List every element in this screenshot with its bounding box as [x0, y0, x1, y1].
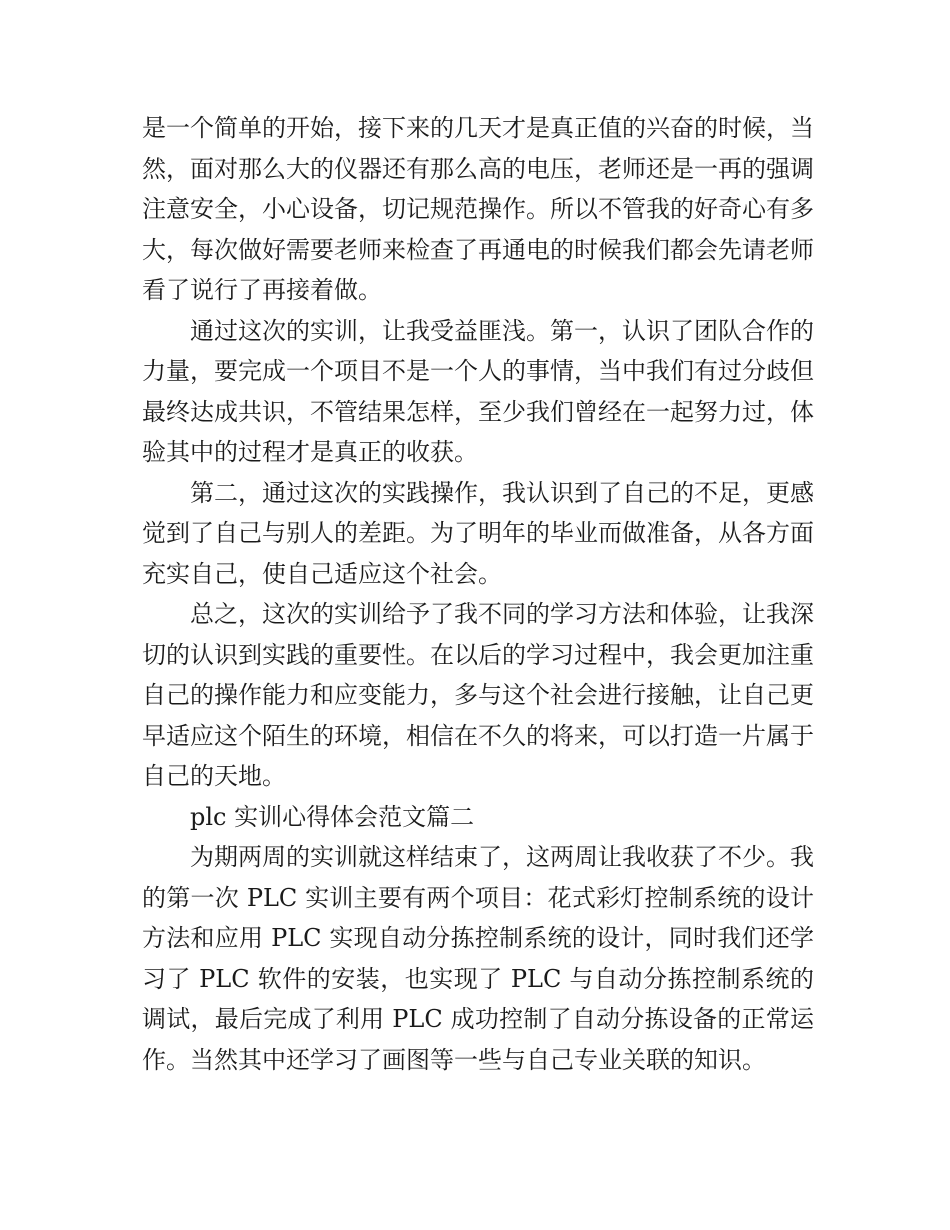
paragraph-team-cooperation: 通过这次的实训，让我受益匪浅。第一，认识了团队合作的力量，要完成一个项目不是一个人的事情，当中我们有过分歧但最终达成共识，不管结果怎样，至少我们曾经在一起努力过，体验其中的过程才是真正的收获。	[142, 316, 814, 466]
document-body	[142, 108, 814, 1080]
paragraph-conclusion: 总之，这次的实训给予了我不同的学习方法和体验，让我深切的认识到实践的重要性。在以后的学习过程中，我会更加注重自己的操作能力和应变能力，多与这个社会进行接触，让自己更早适应这个陌生的环境，相信在不久的将来，可以打造一片属于自己的天地。	[142, 600, 814, 790]
section-heading: plc 实训心得体会范文篇二	[190, 802, 475, 831]
paragraph-continuation: 是一个简单的开始，接下来的几天才是真正值的兴奋的时候，当然，面对那么大的仪器还有那么高的电压，老师还是一再的强调注意安全，小心设备，切记规范操作。所以不管我的好奇心有多大，每次做好需要老师来检查了再通电的时候我们都会先请老师看了说行了再接着做。	[142, 114, 814, 304]
paragraph-plc-training: 为期两周的实训就这样结束了，这两周让我收获了不少。我的第一次 PLC 实训主要有两个项目：花式彩灯控制系统的设计方法和应用 PLC 实现自动分拣控制系统的设计，同时我们还学习了 PLC 软件的安装，也实现了 PLC 与自动分拣控制系统的调试，最后完成了利用 PLC 成功控制了自动分拣设备的正常运作。当然其中还学习了画图等一些与自己专业关联的知识。	[142, 843, 814, 1074]
paragraph-self-improvement: 第二，通过这次的实践操作，我认识到了自己的不足，更感觉到了自己与别人的差距。为了明年的毕业而做准备，从各方面充实自己，使自己适应这个社会。	[142, 478, 814, 588]
